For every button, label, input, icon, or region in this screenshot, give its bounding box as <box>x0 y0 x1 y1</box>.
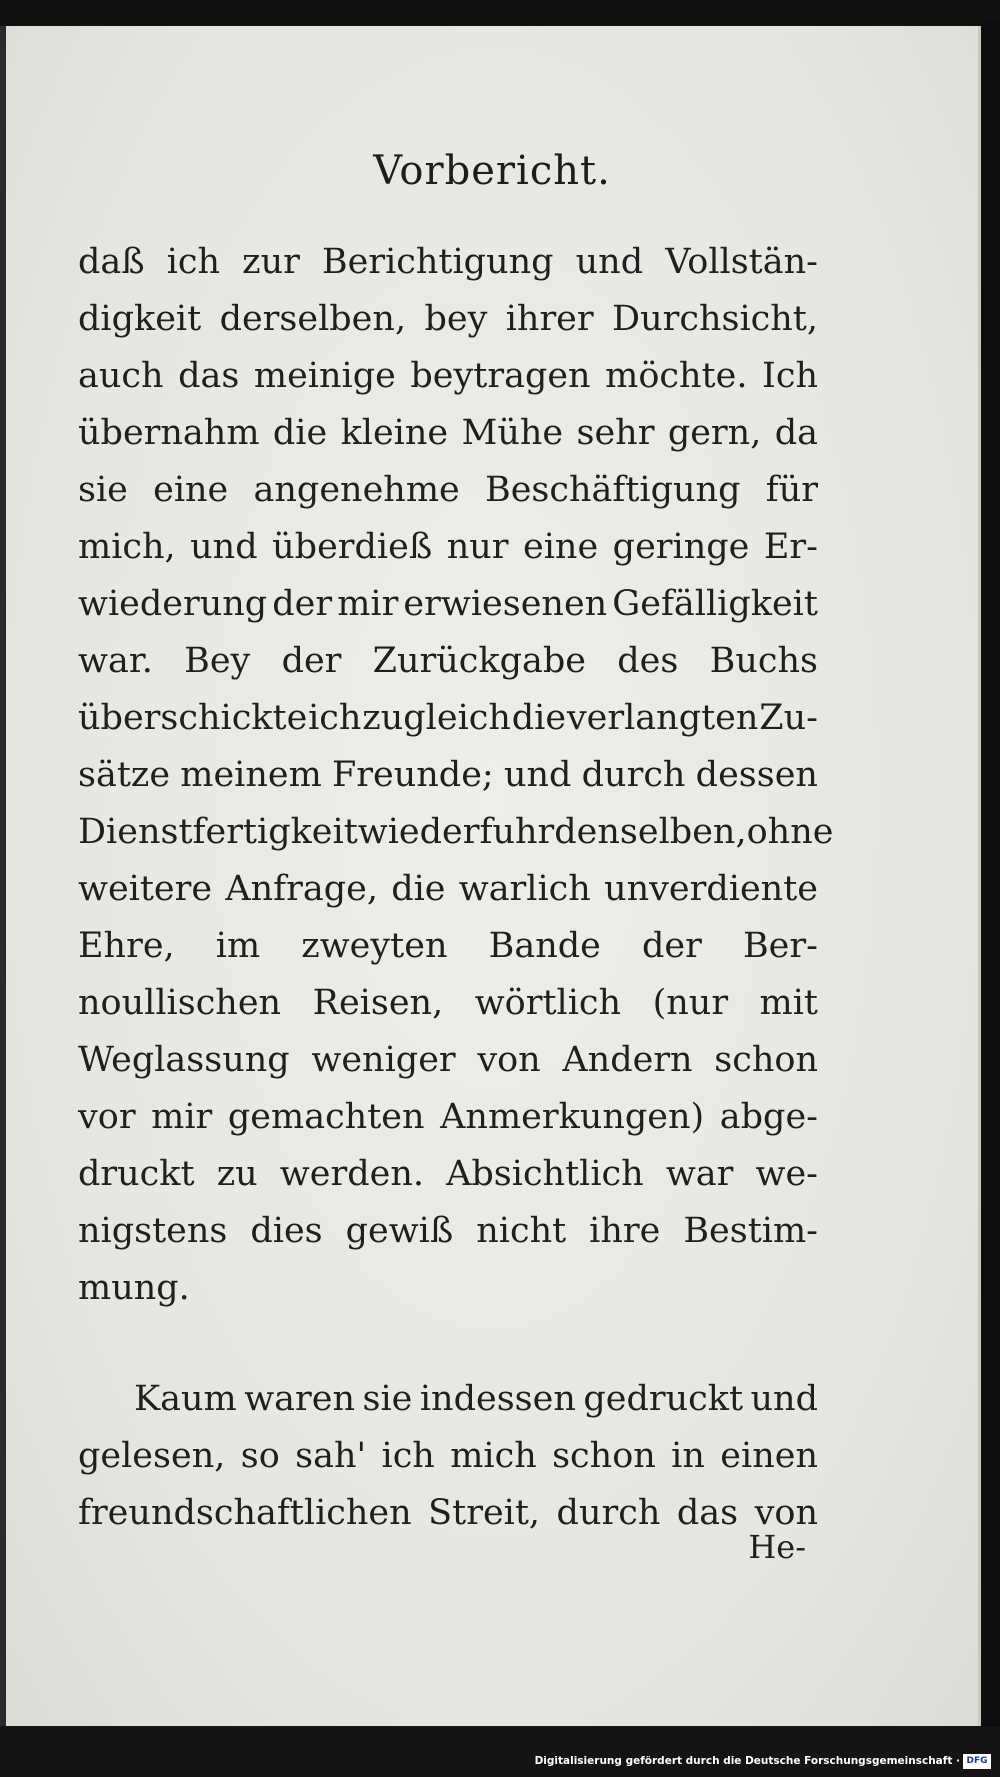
right-scan-border <box>980 20 1000 1740</box>
word: da <box>774 413 818 453</box>
word: das <box>178 356 240 396</box>
word: ich <box>308 698 362 738</box>
word: Ich <box>762 356 818 396</box>
word: und <box>750 1379 818 1419</box>
word: der <box>281 641 342 681</box>
word: weitere <box>78 869 213 909</box>
word: eine <box>523 527 599 567</box>
word: mung. <box>78 1268 190 1308</box>
word: möchte. <box>605 356 748 396</box>
word: freundschaftlichen <box>78 1493 412 1533</box>
word: und <box>190 527 258 567</box>
word: verlangten <box>566 698 759 738</box>
text-line <box>78 462 818 519</box>
word: Bande <box>488 926 601 966</box>
word: überschickte <box>78 698 308 738</box>
word: im <box>215 926 261 966</box>
word: das <box>676 1493 739 1533</box>
word: nigstens <box>78 1211 228 1251</box>
text-line <box>78 1428 818 1485</box>
word: des <box>617 641 679 681</box>
text-line <box>78 405 818 462</box>
word: Anfrage, <box>225 869 378 909</box>
word: in <box>671 1436 705 1476</box>
word: ohne <box>746 812 834 852</box>
word: Vollstän- <box>665 242 818 282</box>
word: gemachten <box>227 1097 425 1137</box>
word: vor <box>78 1097 136 1137</box>
word: we- <box>755 1154 818 1194</box>
text-line <box>78 234 818 291</box>
text-line <box>78 519 818 576</box>
word: beytragen <box>410 356 591 396</box>
word: mich, <box>78 527 176 567</box>
word: Er- <box>763 527 818 567</box>
word: gewiß <box>345 1211 454 1251</box>
word: druckt <box>78 1154 195 1194</box>
word: mich <box>450 1436 537 1476</box>
word: Bestim- <box>683 1211 818 1251</box>
word: Reisen, <box>312 983 444 1023</box>
word: gelesen, <box>78 1436 226 1476</box>
word: meinem <box>180 755 322 795</box>
text-line <box>78 633 818 690</box>
word: mir <box>337 584 399 624</box>
word: derselben, <box>219 299 407 339</box>
word: waren <box>244 1379 356 1419</box>
word: warlich <box>458 869 591 909</box>
word: schon <box>552 1436 656 1476</box>
book-page <box>6 26 981 1726</box>
word: Anmerkungen) <box>440 1097 705 1137</box>
word: Ehre, <box>78 926 175 966</box>
word: zu <box>216 1154 258 1194</box>
word: ich <box>381 1436 435 1476</box>
text-line <box>78 918 818 975</box>
word: Kaum <box>134 1379 237 1419</box>
word: mir <box>151 1097 213 1137</box>
word: war <box>665 1154 734 1194</box>
word: Berichtigung <box>321 242 554 282</box>
text-line <box>78 975 818 1032</box>
word: Freunde; <box>332 755 494 795</box>
word: Bey <box>184 641 251 681</box>
word: Buchs <box>709 641 818 681</box>
word: überdieß <box>272 527 433 567</box>
word: zweyten <box>301 926 448 966</box>
paragraph-2 <box>78 1371 818 1542</box>
word: wiederung <box>78 584 268 624</box>
word: wiederfuhr <box>357 812 555 852</box>
word: sätze <box>78 755 171 795</box>
word: unverdiente <box>604 869 818 909</box>
word: denselben, <box>554 812 747 852</box>
word: bey <box>424 299 488 339</box>
word: Streit, <box>428 1493 541 1533</box>
word: gedruckt <box>583 1379 744 1419</box>
word: Beschäftigung <box>484 470 741 510</box>
word: Zurückgabe <box>372 641 587 681</box>
word: sah' <box>295 1436 367 1476</box>
word: daß <box>78 242 145 282</box>
paragraph-1 <box>78 234 834 1317</box>
word: für <box>765 470 818 510</box>
dfg-logo: DFG <box>963 1754 991 1769</box>
word: ihre <box>589 1211 661 1251</box>
word: (nur <box>652 983 729 1023</box>
word: Weglassung <box>78 1040 290 1080</box>
word: wörtlich <box>474 983 622 1023</box>
word: meinige <box>253 356 396 396</box>
word: ich <box>166 242 221 282</box>
word: sehr <box>576 413 655 453</box>
word: kleine <box>340 413 449 453</box>
text-line <box>78 1260 818 1317</box>
word: übernahm <box>78 413 260 453</box>
word: dies <box>250 1211 323 1251</box>
word: von <box>477 1040 541 1080</box>
text-line <box>78 690 818 747</box>
word: schon <box>714 1040 818 1080</box>
word: so <box>240 1436 280 1476</box>
text-line <box>78 1089 818 1146</box>
word: noullischen <box>78 983 282 1023</box>
word: einen <box>720 1436 818 1476</box>
word: nicht <box>476 1211 567 1251</box>
word: nur <box>446 527 509 567</box>
text-line <box>78 747 818 804</box>
text-line <box>78 291 818 348</box>
word: gern, <box>667 413 762 453</box>
word: mit <box>759 983 818 1023</box>
word: dessen <box>695 755 818 795</box>
word: Absichtlich <box>446 1154 644 1194</box>
word: der <box>272 584 333 624</box>
text-line <box>78 1146 818 1203</box>
word: Andern <box>562 1040 693 1080</box>
word: Zu- <box>759 698 818 738</box>
word: angenehme <box>253 470 460 510</box>
word: erwiesenen <box>403 584 608 624</box>
word: eine <box>153 470 229 510</box>
word: die <box>391 869 446 909</box>
word: sie <box>362 1379 413 1419</box>
word: werden. <box>279 1154 424 1194</box>
word: der <box>641 926 702 966</box>
digitization-credit: Digitalisierung gefördert durch die Deutsche Forschungsgemeinschaft · <box>534 1755 960 1767</box>
word: abge- <box>719 1097 818 1137</box>
catchword: He- <box>748 1528 806 1566</box>
word: sie <box>78 470 128 510</box>
word: zur <box>242 242 300 282</box>
footer-bar <box>0 1727 1000 1777</box>
word: zugleich <box>362 698 511 738</box>
page-header: Vorbericht. <box>373 148 611 194</box>
text-line <box>78 576 818 633</box>
word: Gefälligkeit <box>612 584 818 624</box>
word: weniger <box>311 1040 456 1080</box>
word: geringe <box>612 527 750 567</box>
word: Dienstfertigkeit <box>78 812 358 852</box>
word: die <box>511 698 567 738</box>
word: die <box>272 413 328 453</box>
text-line <box>78 861 818 918</box>
word: auch <box>78 356 164 396</box>
word: Ber- <box>742 926 818 966</box>
word: und <box>575 242 644 282</box>
text-line <box>78 804 834 861</box>
word: digkeit <box>78 299 202 339</box>
word: ihrer <box>505 299 594 339</box>
word: indessen <box>419 1379 576 1419</box>
word: Durchsicht, <box>612 299 818 339</box>
word: Mühe <box>461 413 564 453</box>
word: durch <box>556 1493 661 1533</box>
word: und <box>503 755 572 795</box>
top-scan-border <box>0 0 1000 26</box>
word: durch <box>581 755 686 795</box>
word: war. <box>78 641 153 681</box>
text-line <box>78 348 818 405</box>
text-line <box>78 1032 818 1089</box>
text-line <box>78 1371 818 1428</box>
text-line <box>78 1203 818 1260</box>
word: von <box>754 1493 818 1533</box>
